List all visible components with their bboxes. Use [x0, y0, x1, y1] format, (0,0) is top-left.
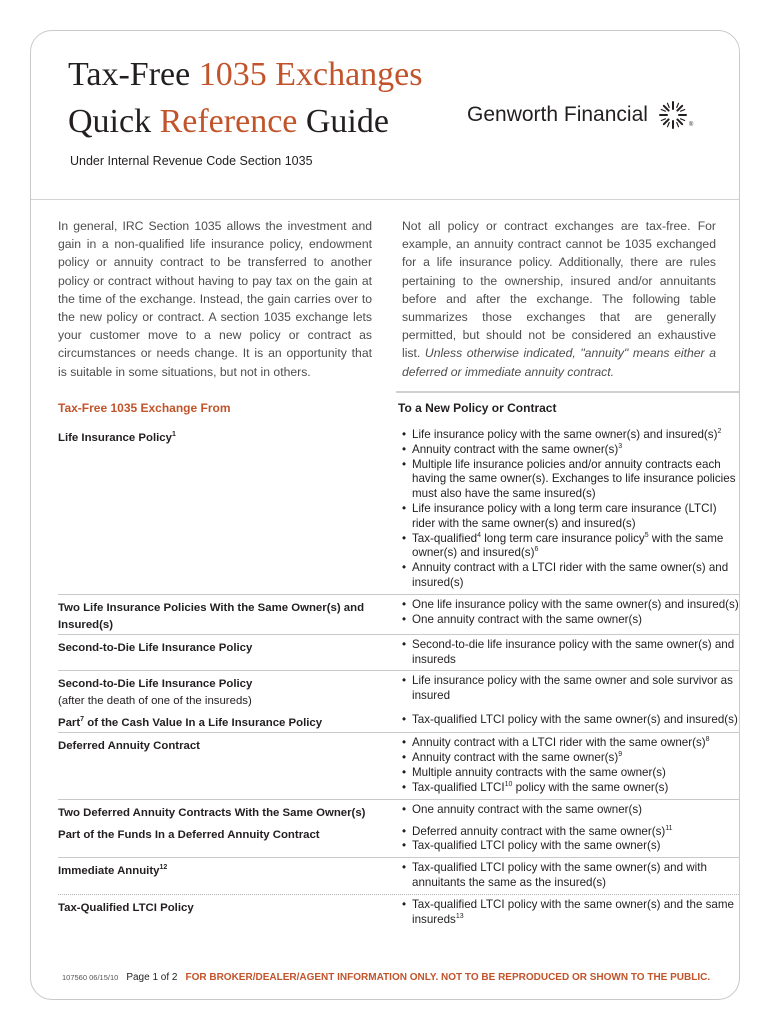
from-text: Immediate Annuity: [58, 865, 160, 878]
from-text: Part: [58, 717, 81, 730]
item-text: Life insurance policy with the same owner(s) and insured(s): [412, 428, 718, 441]
row-to: [398, 733, 740, 798]
genworth-logo: [467, 97, 693, 133]
row-to: [398, 710, 740, 732]
footnote-ref: 13: [455, 912, 464, 920]
from-text: of the Cash Value In a Life Insurance Policy: [84, 717, 323, 730]
row-from: [58, 635, 398, 671]
table-row: [58, 799, 740, 822]
title-text: Quick: [68, 103, 160, 140]
row-to: [398, 800, 740, 822]
table-header-from: Tax-Free 1035 Exchange From: [58, 401, 231, 415]
item-text: One annuity contract with the same owner(s): [412, 802, 643, 816]
item-text: Second-to-die life insurance policy with the same owner(s) and insureds: [412, 637, 735, 666]
list-item: [400, 736, 740, 751]
footnote-ref: 1: [171, 431, 176, 438]
table-row: [58, 425, 740, 594]
table-row: [58, 634, 740, 671]
footnote-ref: 12: [159, 864, 168, 872]
row-to: [398, 671, 740, 710]
list-item: [400, 861, 740, 891]
distribution-notice: FOR BROKER/DEALER/AGENT INFORMATION ONLY. NOT TO BE REPRODUCED OR SHOWN TO THE PUBLIC.: [185, 972, 711, 983]
item-text: Tax-qualified: [412, 531, 478, 545]
list-item: [400, 598, 740, 613]
item-text: Deferred annuity contract with the same owner(s): [412, 824, 666, 838]
item-text: One life insurance policy with the same owner(s) and insured(s): [412, 597, 739, 611]
from-text: Second-to-Die Life Insurance Policy: [58, 678, 253, 691]
item-text: Tax-qualified LTCI policy with the same owner(s) and with annuitants the same as the insured(s): [412, 861, 707, 889]
registered-mark: ®: [688, 122, 694, 128]
list-item: [400, 638, 740, 668]
form-code: 107560 06/15/10: [62, 973, 119, 982]
title-line-1: [68, 55, 423, 95]
list-item: [400, 458, 740, 502]
item-text: Multiple annuity contracts with the same owner(s): [412, 765, 666, 779]
footnote-ref: 8: [705, 736, 710, 744]
item-text: long term care insurance policy: [481, 531, 645, 545]
page-footer: [62, 972, 710, 983]
starburst-icon: [658, 100, 688, 130]
row-to: [398, 635, 740, 671]
row-from: [58, 595, 398, 634]
list-item: [400, 532, 740, 562]
item-text: One annuity contract with the same owner(s): [412, 612, 643, 626]
row-from: [58, 425, 398, 594]
list-item: [400, 713, 740, 728]
row-from: [58, 671, 398, 710]
list-item: [400, 428, 740, 443]
from-note: (after the death of one of the insureds): [58, 695, 252, 708]
footnote-ref: 3: [618, 442, 623, 450]
list-item: [400, 781, 740, 796]
footnote-ref: 4: [477, 531, 481, 539]
row-from: [58, 858, 398, 894]
item-text: Life insurance policy with the same owner and sole survivor as insured: [412, 674, 733, 703]
title-accent-text: 1035 Exchanges: [198, 56, 423, 93]
list-item: [400, 766, 740, 781]
row-from: [58, 733, 398, 798]
table-row: [58, 894, 740, 931]
item-text: Annuity contract with the same owner(s): [412, 751, 619, 765]
item-text: Annuity contract with a LTCI rider with the same owner(s): [412, 736, 706, 750]
footnote-ref: 9: [618, 751, 623, 759]
row-from: [58, 800, 398, 822]
item-text: Tax-qualified LTCI: [412, 780, 505, 794]
item-text: Tax-qualified LTCI policy with the same owner(s) and insured(s): [412, 713, 738, 727]
list-item: [400, 839, 740, 854]
title-text: Guide: [297, 103, 389, 140]
title-accent-text: Reference: [159, 103, 298, 140]
row-to: [398, 595, 740, 634]
list-item: [400, 613, 740, 628]
item-text: Multiple life insurance policies and/or annuity contracts each having the same owner(s). Exchanges to life insurance policies must also have the same insured(s): [412, 457, 736, 501]
table-row: [58, 732, 740, 798]
list-item: [400, 751, 740, 766]
from-text: Two Life Insurance Policies With the Same Owner(s) and Insured(s): [58, 601, 365, 631]
table-row: [58, 710, 740, 732]
from-text: Tax-Qualified LTCI Policy: [58, 901, 194, 914]
intro-right-paragraph: [402, 217, 716, 381]
footnote-ref: 11: [665, 824, 673, 832]
table-row: [58, 670, 740, 710]
document-header: [31, 31, 739, 200]
subtitle: Under Internal Revenue Code Section 1035: [70, 154, 313, 168]
list-item: [400, 561, 740, 591]
list-item: [400, 825, 740, 840]
from-text: Second-to-Die Life Insurance Policy: [58, 641, 253, 654]
item-text: Annuity contract with a LTCI rider with the same owner(s) and insured(s): [412, 561, 729, 589]
item-text: with the same owner(s) and insured(s): [412, 531, 724, 560]
intro-right-italic-text: Unless otherwise indicated, "annuity" means either a deferred or immediate annuity contract.: [402, 346, 716, 379]
intro-left-paragraph: In general, IRC Section 1035 allows the investment and gain in a non-qualified life insurance policy, endowment policy or annuity contract to be transferred to another policy or contract without having to pay tax on the gain at the time of the exchange. Instead, the gain carries over to the new policy or contract. A section 1035 exchange lets your customer move to a new policy or contract as circumstances or needs change. It is an opportunity that is suitable in some situations, but not in others.: [58, 219, 372, 379]
from-text: Part of the Funds In a Deferred Annuity Contract: [58, 828, 320, 841]
page-number: Page 1 of 2: [126, 972, 178, 983]
row-to: [398, 858, 740, 894]
exchange-table: [58, 425, 740, 930]
from-text: Deferred Annuity Contract: [58, 740, 200, 753]
item-text: Tax-qualified LTCI policy with the same owner(s): [412, 839, 661, 853]
footnote-ref: 5: [644, 531, 649, 539]
table-row: [58, 594, 740, 634]
item-text: Tax-qualified LTCI policy with the same owner(s) and the same insureds: [412, 897, 734, 926]
list-item: [400, 898, 740, 928]
title-line-2: [68, 102, 389, 142]
table-header-to: To a New Policy or Contract: [398, 401, 557, 415]
row-from: [58, 895, 398, 931]
list-item: [400, 803, 740, 818]
title-text: Tax-Free: [68, 56, 199, 93]
table-row: [58, 822, 740, 858]
row-from: [58, 822, 398, 858]
footnote-ref: 6: [534, 546, 539, 554]
footnote-ref: 2: [717, 428, 722, 435]
list-item: [400, 674, 740, 704]
list-item: [400, 443, 740, 458]
row-to: [398, 425, 740, 594]
list-item: [400, 502, 740, 532]
logo-text: Genworth Financial: [467, 103, 648, 126]
document-page: [30, 30, 740, 1000]
row-to: [398, 895, 740, 931]
from-text: Life Insurance Policy: [58, 432, 172, 444]
footnote-ref: 10: [504, 780, 513, 788]
intro-right-text: Not all policy or contract exchanges are tax-free. For example, an annuity contract cannot be 1035 exchanged for a life insurance policy. Additionally, there are rules pertaining to the ownership, insured and/or annuitants before and after the exchange. The following table summarizes those exchanges that are generally permitted, but should not be considered an exhaustive list.: [402, 219, 716, 361]
item-text: Life insurance policy with a long term care insurance (LTCI) rider with the same owner(s) and insured(s): [412, 501, 717, 530]
row-to: [398, 822, 740, 858]
from-text: Two Deferred Annuity Contracts With the Same Owner(s): [58, 806, 366, 819]
footnote-ref: 7: [80, 716, 85, 724]
row-from: [58, 710, 398, 732]
table-row: [58, 857, 740, 894]
item-text: policy with the same owner(s): [512, 780, 669, 794]
item-text: Annuity contract with the same owner(s): [412, 442, 619, 456]
table-header-divider: [396, 391, 740, 393]
